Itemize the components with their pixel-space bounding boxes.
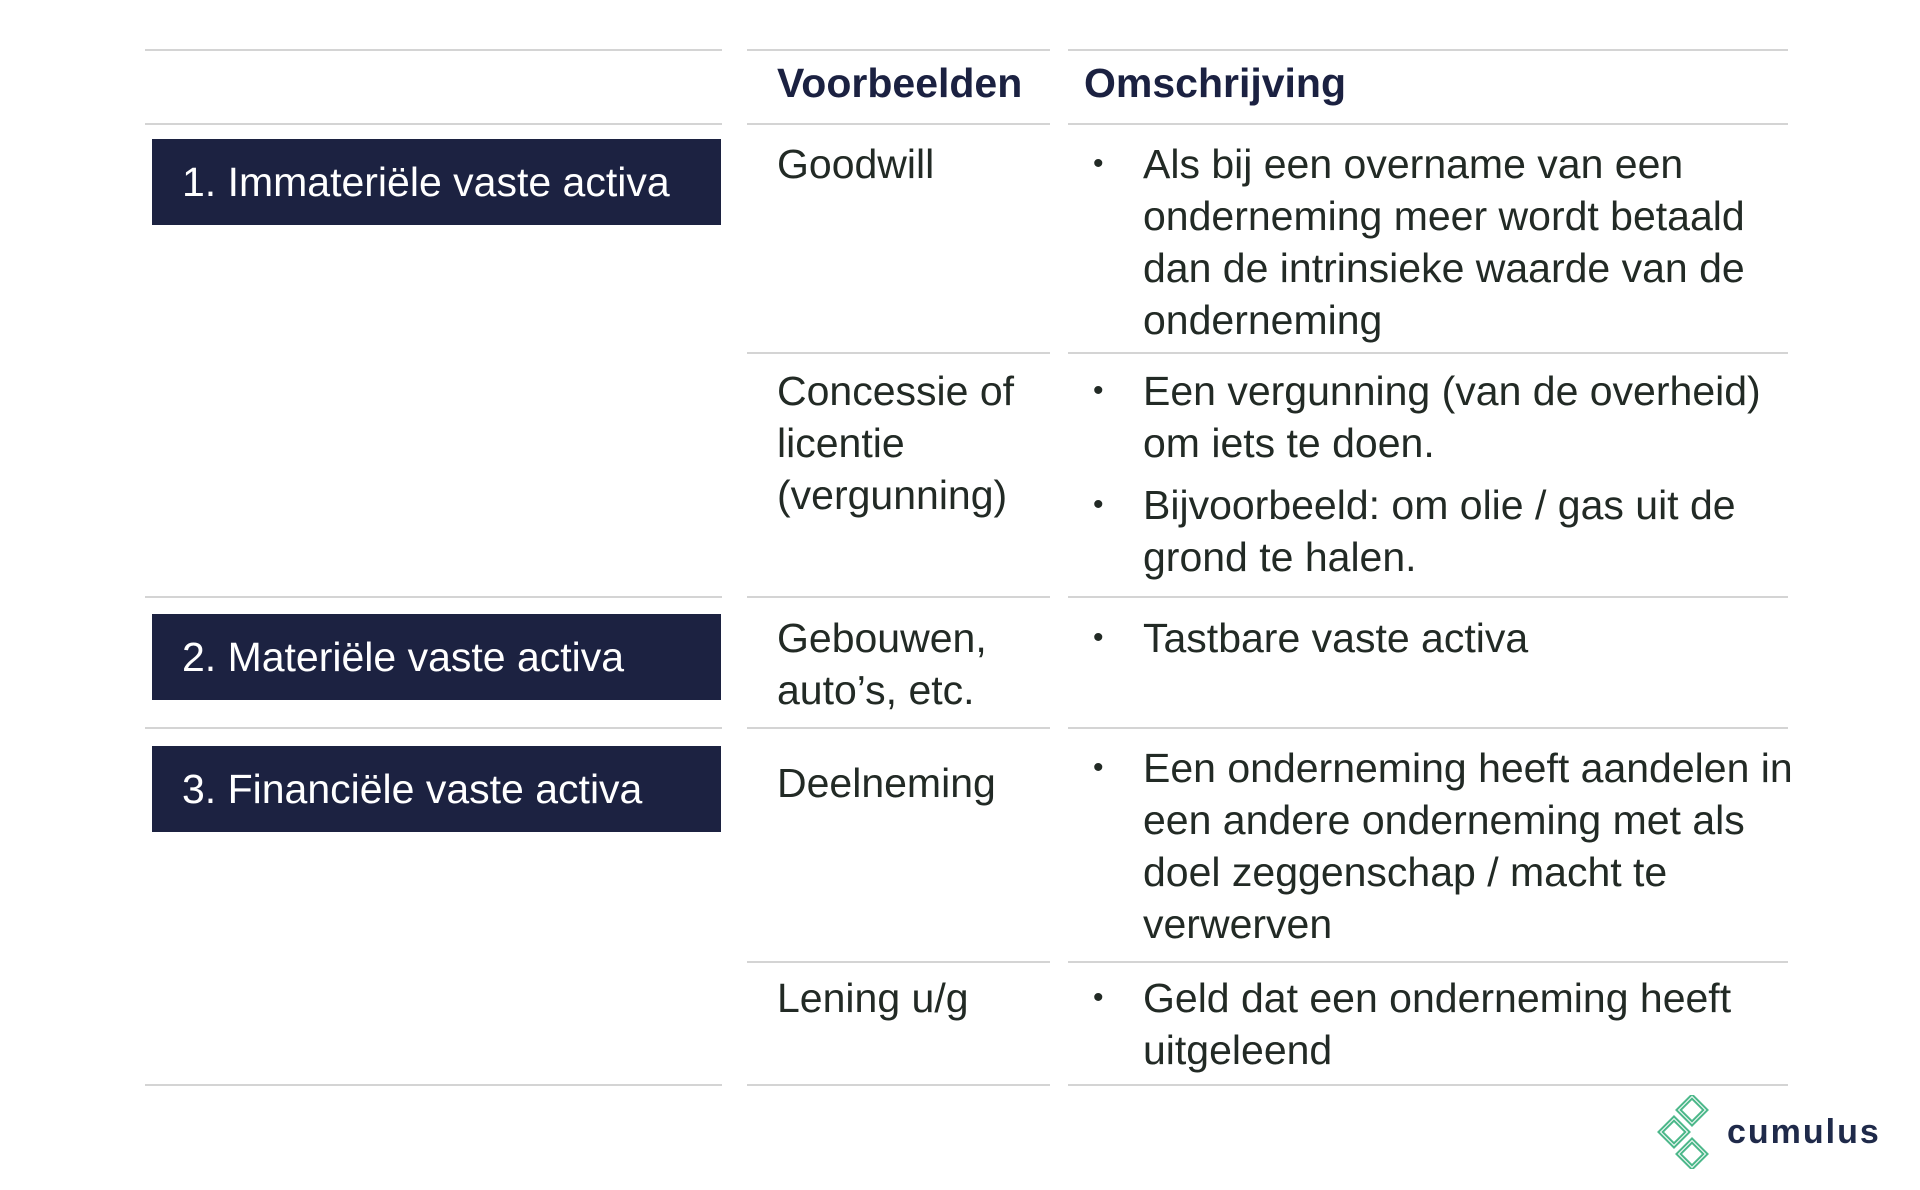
description-cell [1093,612,1793,674]
bullet-text: Tastbare vaste activa [1143,615,1529,661]
bullet-text: Een onderneming heeft aandelen in een andere onderneming met als doel zeggenschap / macht te verwerven [1143,745,1793,947]
description-cell [1093,365,1793,593]
bullet-icon: • [1093,751,1104,784]
divider [1068,961,1788,963]
header-examples: Voorbeelden [777,60,1023,106]
description-cell [1093,742,1793,960]
bullet-icon: • [1093,621,1104,654]
example-cell: Deelneming [777,760,996,806]
divider [145,123,722,125]
divider [747,961,1050,963]
divider [747,49,1050,51]
divider [145,1084,722,1086]
bullet-icon: • [1093,147,1104,180]
bullet-text: Bijvoorbeeld: om olie / gas uit de grond te halen. [1143,482,1736,580]
divider [747,123,1050,125]
divider [1068,727,1788,729]
header-description: Omschrijving [1084,60,1347,106]
bullet-text: Als bij een overname van een onderneming meer wordt betaald dan de intrinsieke waarde van de onderneming [1143,141,1745,343]
bullet-icon: • [1093,374,1104,407]
bullet-text: Geld dat een onderneming heeft uitgeleend [1143,975,1732,1073]
divider [145,727,722,729]
divider [747,1084,1050,1086]
divider [1068,49,1788,51]
description-cell [1093,972,1793,1086]
bullet-text: Een vergunning (van de overheid) om iets te doen. [1143,368,1761,466]
example-cell: Goodwill [777,141,935,187]
divider [747,727,1050,729]
category-tangible: 2. Materiële vaste activa [152,614,721,700]
divider [747,352,1050,354]
divider [747,596,1050,598]
example-cell: Lening u/g [777,975,969,1021]
category-intangible: 1. Immateriële vaste activa [152,139,721,225]
logo-text: cumulus [1727,1112,1881,1151]
example-cell: Gebouwen, auto’s, etc. [777,615,987,713]
example-cell: Concessie of licentie (vergunning) [777,368,1015,518]
cumulus-logo [1655,1095,1881,1169]
category-financial: 3. Financiële vaste activa [152,746,721,832]
divider [1068,596,1788,598]
description-cell [1093,138,1793,356]
bullet-icon: • [1093,981,1104,1014]
divider [1068,123,1788,125]
bullet-icon: • [1093,488,1104,521]
divider [145,596,722,598]
divider [145,49,722,51]
cumulus-logo-icon [1655,1095,1717,1169]
